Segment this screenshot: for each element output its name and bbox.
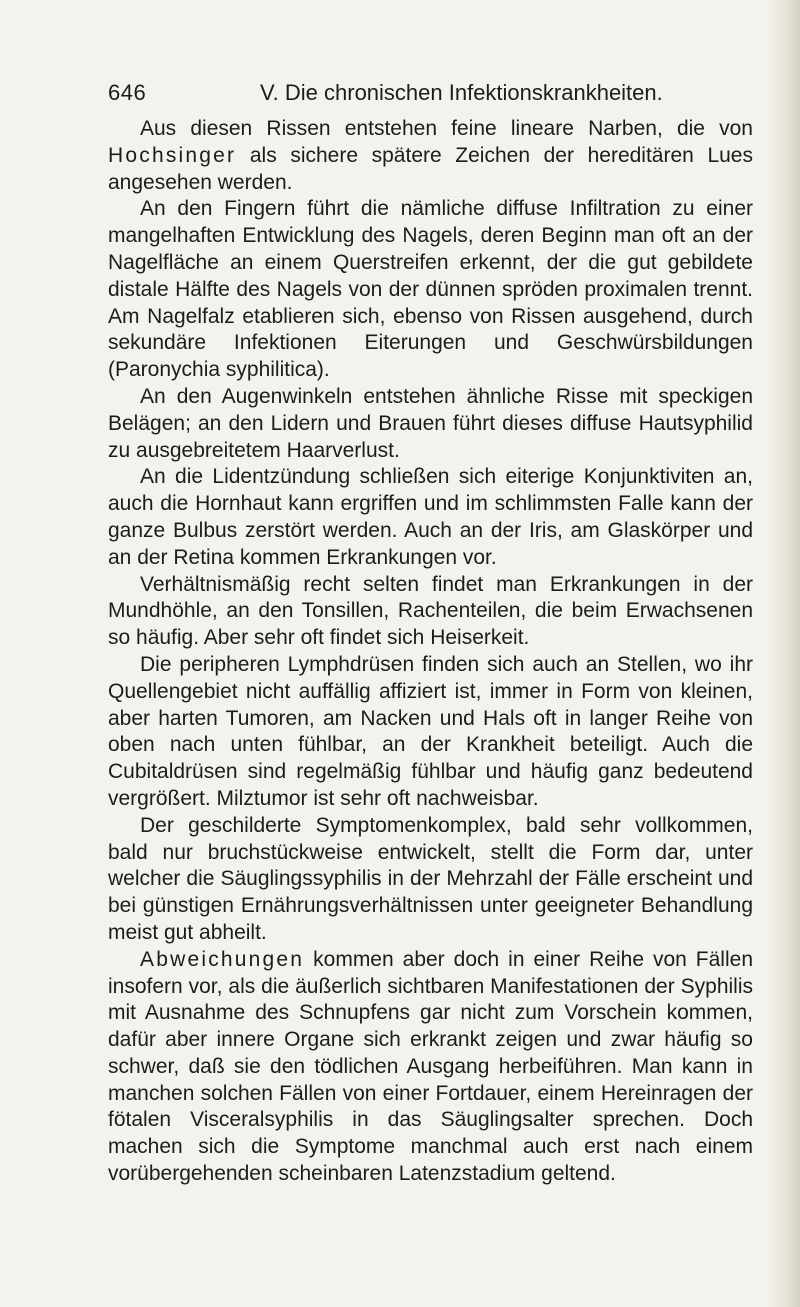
paragraph-hochsinger [108, 116, 753, 196]
paragraph-text: Aus diesen Rissen entstehen feine lineare Narben, die von [140, 117, 753, 140]
page-number: 646 [108, 80, 147, 105]
paragraph-conjunctivitis: An die Lidentzündung schließen sich eiterige Konjunktiviten an, auch die Hornhaut kann ergriffen und im schlimmsten Falle kann der ganze Bulbus zerstört werden. Auch an der Iris, am Glaskörper und an der Retina kommen Erkrankungen vor. [108, 465, 753, 569]
paragraph-fingers: An den Fingern führt die nämliche diffuse Infiltration zu einer mangelhaften Entwicklung des Nagels, deren Beginn man oft an der Nagelfläche an einem Querstreifen erkennt, der die gut gebildete distale Hälfte des Nagels von der dünnen spröden proximalen trennt. Am Nagelfalz etablieren sich, ebenso von Rissen ausgehend, durch sekundäre Infektionen Eiterungen und Geschwürsbildungen (Paronychia syphilitica). [108, 197, 753, 382]
running-title: V. Die chronischen Infektionskrankheiten. [260, 80, 663, 105]
page-edge-shadow [766, 0, 800, 1307]
paragraph-deviations [108, 947, 753, 1188]
paragraph-symptom-complex: Der geschilderte Symptomenkomplex, bald sehr vollkommen, bald nur bruchstückweise entwickelt, stellt die Form dar, unter welcher die Säuglingssyphilis in der Mehrzahl der Fälle erscheint und bei günstigen Ernährungsverhältnissen unter geeigneter Behandlung meist gut abheilt. [108, 813, 753, 944]
paragraph-lymph-nodes: Die peripheren Lymphdrüsen finden sich auch an Stellen, wo ihr Quellengebiet nicht auffällig affiziert ist, immer in Form von kleinen, aber harten Tumoren, am Nacken und Hals oft in langer Reihe von oben nach unten fühlbar, an der Krankheit beteiligt. Auch die Cubitaldrüsen sind regelmäßig fühlbar und häufig ganz bedeutend vergrößert. Milztumor ist sehr oft nachweisbar. [108, 652, 753, 810]
paragraph-text: als sichere spätere Zeichen der hereditären Lues angesehen werden. [108, 143, 753, 194]
emphasis-spaced: Abweichungen [140, 947, 305, 971]
paragraph-eyelids: An den Augenwinkeln entstehen ähnliche Risse mit speckigen Belägen; an den Lidern und Brauen führt dieses diffuse Hautsyphilid zu ausgebreitetem Haarverlust. [108, 384, 753, 462]
paragraph-mouth: Verhältnismäßig recht selten findet man Erkrankungen in der Mundhöhle, an den Tonsillen, Rachenteilen, die beim Erwachsenen so häufig. Aber sehr oft findet sich Heiserkeit. [108, 572, 753, 650]
paragraph-text: kommen aber doch in einer Reihe von Fällen insofern vor, als die äußerlich sichtbaren Manifestationen der Syphilis mit Ausnahme des Schnupfens gar nicht zum Vorschein kommen, dafür aber innere Organe sich erkrankt zeigen und zwar häufig so schwer, daß sie den tödlichen Ausgang herbeiführen. Man kann in manchen solchen Fällen von einer Fortdauer, einem Hereinragen der fötalen Visceralsyphilis in das Säuglingsalter sprechen. Doch machen sich die Symptome manchmal auch erst nach einem vorübergehenden scheinbaren Latenzstadium geltend. [108, 947, 753, 1186]
body-text [108, 116, 753, 1188]
author-name-spaced: Hochsinger [108, 143, 237, 167]
page-header [108, 80, 748, 110]
